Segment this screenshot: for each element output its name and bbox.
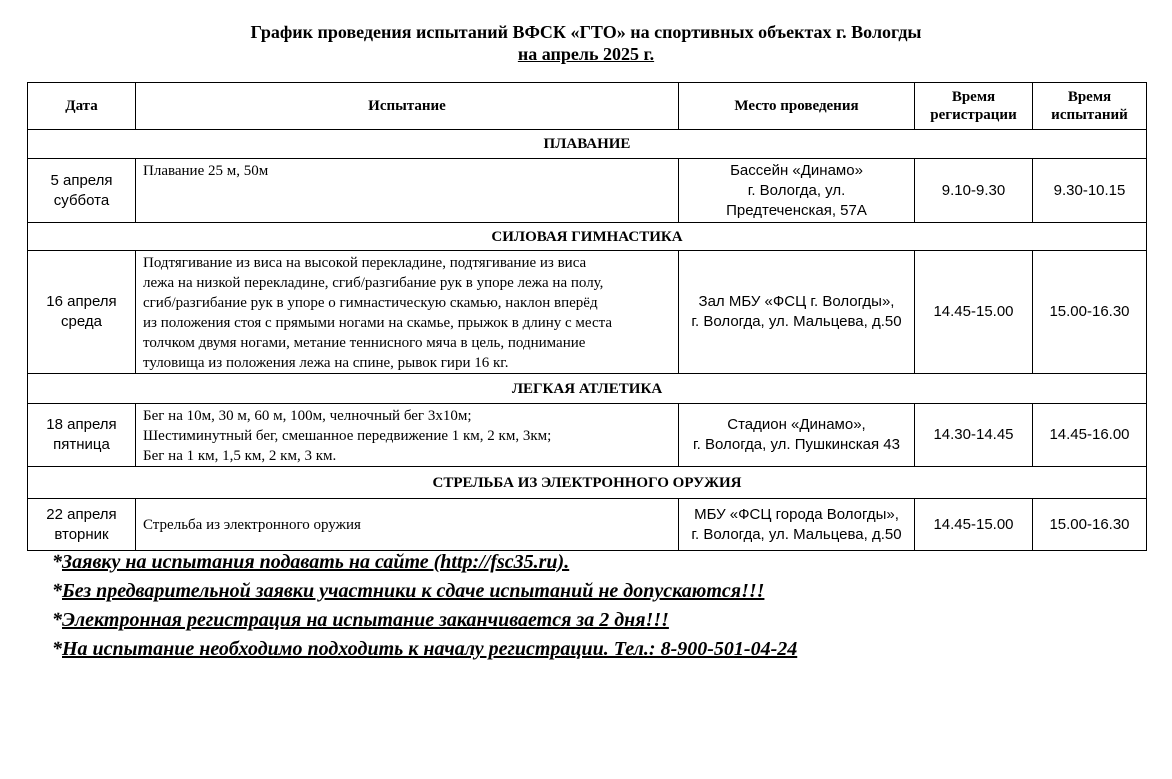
- place-line: Стадион «Динамо»,: [727, 416, 866, 433]
- header-date: Дата: [28, 83, 136, 130]
- test-line: Подтягивание из виса на высокой перекладине, подтягивание из виса: [143, 255, 587, 271]
- test-line: Бег на 1 км, 1,5 км, 2 км, 3 км.: [143, 448, 337, 464]
- header-place: Место проведения: [679, 83, 915, 130]
- reg-time-cell: 9.10-9.30: [915, 159, 1033, 223]
- place-line: г. Вологда, ул. Пушкинская 43: [693, 436, 900, 453]
- date-cell: [28, 159, 136, 223]
- note-asterisk: *: [52, 638, 62, 660]
- reg-time-cell: 14.45-15.00: [915, 499, 1033, 551]
- place-line: МБУ «ФСЦ города Вологды»,: [694, 505, 899, 523]
- place-line: г. Вологда, ул. Мальцева, д.50: [691, 525, 902, 543]
- test-cell: [136, 499, 679, 551]
- section-title: СИЛОВАЯ ГИМНАСТИКА: [28, 223, 1147, 251]
- schedule-table: [27, 82, 1147, 551]
- header-reg-time: [915, 83, 1033, 130]
- test-time-cell: 15.00-16.30: [1033, 251, 1147, 374]
- header-test-time-line: испытаний: [1051, 107, 1128, 123]
- test-line: толчком двумя ногами, метание теннисного мяча в цель, поднимание: [143, 335, 586, 351]
- header-test-time-line: Время: [1067, 89, 1112, 105]
- date-line: 5 апреля: [50, 171, 113, 189]
- table-row: [28, 251, 1147, 374]
- reg-time-cell: 14.45-15.00: [915, 251, 1033, 374]
- table-row: [28, 404, 1147, 467]
- subtitle-text: на апрель 2025 г.: [517, 44, 655, 64]
- section-row: [28, 223, 1147, 251]
- test-cell: [136, 404, 679, 467]
- table-header-row: [28, 83, 1147, 130]
- section-title: ПЛАВАНИЕ: [28, 130, 1147, 159]
- test-line: Плавание 25 м, 50м: [143, 163, 269, 179]
- test-time-cell: 9.30-10.15: [1033, 159, 1147, 223]
- test-line: Стрельба из электронного оружия: [143, 516, 361, 533]
- place-cell: [679, 159, 915, 223]
- test-cell: [136, 251, 679, 374]
- note-text: Заявку на испытания подавать на сайте (http://fsc35.ru).: [62, 551, 570, 573]
- header-reg-time-line: Время: [951, 89, 996, 105]
- place-line: г. Вологда, ул.: [747, 181, 846, 199]
- date-cell: [28, 251, 136, 374]
- test-line: туловища из положения лежа на спине, рывок гири 16 кг.: [143, 355, 509, 371]
- weekday-line: вторник: [54, 525, 109, 543]
- test-time-cell: 14.45-16.00: [1033, 404, 1147, 467]
- note-line: [52, 577, 797, 606]
- place-line: Предтеченская, 57А: [726, 201, 867, 219]
- date-cell: [28, 404, 136, 467]
- place-line: г. Вологда, ул. Мальцева, д.50: [691, 313, 902, 330]
- section-row: [28, 374, 1147, 404]
- place-cell: [679, 499, 915, 551]
- place-line: Зал МБУ «ФСЦ г. Вологды»,: [698, 293, 895, 310]
- section-row: [28, 467, 1147, 499]
- test-time-cell: 15.00-16.30: [1033, 499, 1147, 551]
- note-line: [52, 635, 797, 664]
- test-line: лежа на низкой перекладине, сгиб/разгибание рук в упоре лежа на полу,: [143, 275, 604, 291]
- weekday-line: среда: [61, 313, 102, 330]
- document-title: График проведения испытаний ВФСК «ГТО» на спортивных объектах г. Вологды: [250, 22, 922, 42]
- note-line: [52, 548, 797, 577]
- note-text: На испытание необходимо подходить к началу регистрации. Тел.: 8-900-501-04-24: [62, 638, 798, 660]
- weekday-line: суббота: [53, 191, 110, 209]
- section-row: [28, 130, 1147, 159]
- test-line: из положения стоя с прямыми ногами на скамье, прыжок в длину с места: [143, 315, 613, 331]
- section-title: ЛЕГКАЯ АТЛЕТИКА: [28, 374, 1147, 404]
- header-reg-time-line: регистрации: [930, 107, 1017, 123]
- date-line: 16 апреля: [46, 293, 117, 310]
- reg-time-cell: 14.30-14.45: [915, 404, 1033, 467]
- test-line: Бег на 10м, 30 м, 60 м, 100м, челночный бег 3х10м;: [143, 408, 472, 424]
- date-line: 22 апреля: [46, 505, 117, 523]
- note-text: Без предварительной заявки участники к сдаче испытаний не допускаются!!!: [62, 580, 765, 602]
- test-cell: [136, 159, 679, 223]
- table-row: [28, 499, 1147, 551]
- note-asterisk: *: [52, 609, 62, 631]
- place-cell: [679, 251, 915, 374]
- note-asterisk: *: [52, 551, 62, 573]
- note-line: [52, 606, 797, 635]
- header-test: Испытание: [136, 83, 679, 130]
- date-line: 18 апреля: [46, 416, 117, 433]
- place-line: Бассейн «Динамо»: [730, 161, 863, 179]
- date-cell: [28, 499, 136, 551]
- place-cell: [679, 404, 915, 467]
- note-asterisk: *: [52, 580, 62, 602]
- weekday-line: пятница: [53, 436, 110, 453]
- table-row: [28, 159, 1147, 223]
- test-line: сгиб/разгибание рук в упоре о гимнастическую скамью, наклон вперёд: [143, 295, 598, 311]
- section-title: СТРЕЛЬБА ИЗ ЭЛЕКТРОННОГО ОРУЖИЯ: [28, 467, 1147, 499]
- note-text: Электронная регистрация на испытание заканчивается за 2 дня!!!: [62, 609, 669, 631]
- test-line: Шестиминутный бег, смешанное передвижение 1 км, 2 км, 3км;: [143, 428, 552, 444]
- document-subtitle: [0, 43, 1172, 65]
- notes-block: [52, 548, 797, 664]
- header-test-time: [1033, 83, 1147, 130]
